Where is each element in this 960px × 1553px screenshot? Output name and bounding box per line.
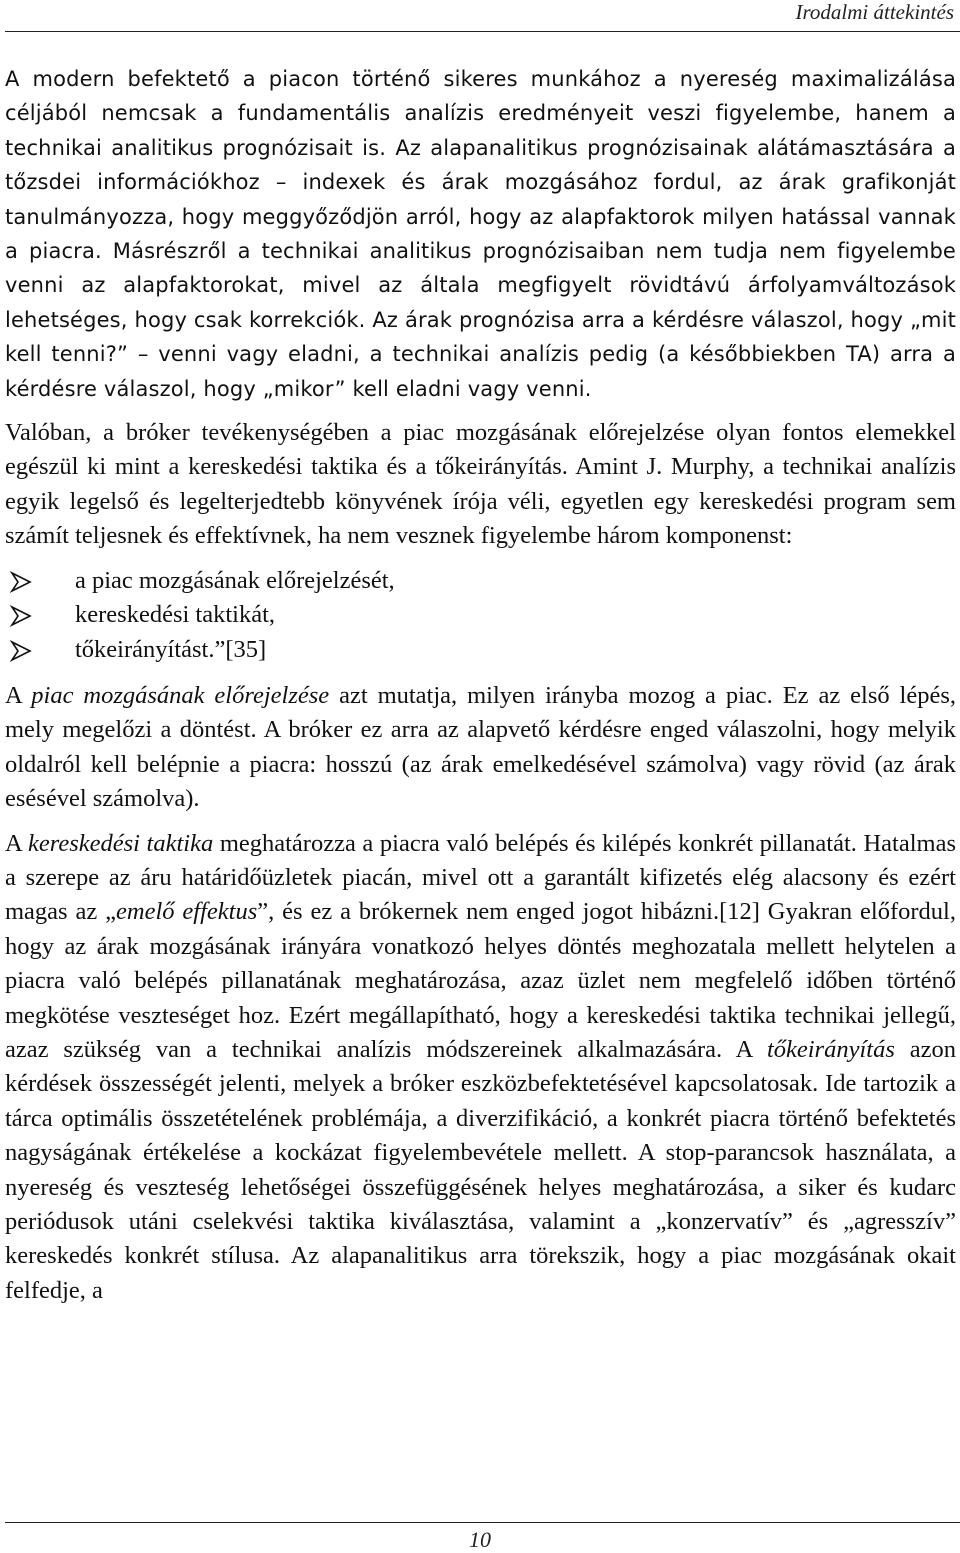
list-item-text: a piac mozgásának előrejelzését, — [75, 566, 395, 594]
header-divider — [5, 31, 960, 32]
paragraph-market-forecast — [5, 679, 956, 817]
running-header-title: Irodalmi áttekintés — [795, 0, 954, 24]
text-run: ”, és ez a brókernek nem enged jogot hibázni.[12] Gyakran előfordul, hogy az árak mozgásának irányára vonatkozó helyes döntés meghozatala mellett helytelen a piacra való belépés pillanatának meghatározása, azaz üzlet nem megfelelő időben történő megkötése veszteséget hoz. Ezért megállapítható, hogy a kereskedési taktika technikai jellegű, azaz szükség van a technikai analízis módszereinek alkalmazására. A — [5, 898, 956, 1063]
text-run: A — [5, 829, 28, 857]
italic-term: tőkeirányítás — [766, 1035, 895, 1063]
paragraph-intro: A modern befektető a piacon történő sikeres munkához a nyereség maximalizálása céljából nemcsak a fundamentális analízis eredményeit veszi figyelembe, hanem a technikai analitikus prognózisait is. Az alapanalitikus prognózisainak alátámasztására a tőzsdei információkhoz – indexek és árak mozgásához fordul, az árak grafikonját tanulmányozza, hogy meggyőződjön arról, hogy az alapfaktorok milyen hatással vannak a piacra. Másrészről a technikai analitikus prognózisaiban nem tudja nem figyelembe venni az alapfaktorokat, mivel az általa megfigyelt rövidtávú árfolyamváltozások lehetséges, hogy csak korrekciók. Az árak prognózisa arra a kérdésre válaszol, hogy „mit kell tenni?” – venni vagy eladni, a technikai analízis pedig (a későbbiekben TA) arra a kérdésre válaszol, hogy „mikor” kell eladni vagy venni. — [5, 67, 956, 401]
arrowhead-bullet-icon — [10, 605, 32, 627]
text-run: azon kérdések összességét jelenti, melyek a bróker eszközbefektetésével kapcsolatosak. Ide tartozik a tárca optimális összetételének problémája, a diverzifikáció, a konkrét piacra történő befektetés nagyságának értékelése a kockázat figyelembevétele mellett. A stop-parancsok használata, a nyereség és veszteség lehetőségei összefüggésének helyes meghatározása, a siker és kudarc periódusok utáni cselekvési taktika kiválasztása, valamint a „konzervatív” és „agresszív” kereskedés konkrét stílusa. Az alapanalitikus arra törekszik, hogy a piac mozgásának okait felfedje, a — [5, 1035, 957, 1304]
page-number: 10 — [469, 1527, 491, 1552]
italic-term: kereskedési taktika — [27, 829, 214, 857]
component-list — [5, 564, 956, 667]
text-run: azt mutatja, milyen irányba mozog a piac. Ez az első lépés, mely megelőzi a döntést. A bróker ez arra az alapvető kérdésre enged válaszolni, hogy melyik oldalról kell belépnie a piacra: hosszú (az árak emelkedésével számolva) vagy rövid (az árak esésével számolva). — [5, 681, 956, 813]
list-item — [5, 633, 956, 667]
paragraph-broker-activity: Valóban, a bróker tevékenységében a piac mozgásának előrejelzése olyan fontos elemekkel egészül ki mint a kereskedési taktika és a tőkeirányítás. Amint J. Murphy, a technikai analízis egyik legelső és legelterjedtebb könyvének írója véli, egyetlen egy kereskedési program sem számít teljesnek és effektívnek, ha nem vesznek figyelembe három komponenst: — [5, 419, 956, 550]
footer-divider — [5, 1522, 960, 1523]
text-run: A — [5, 681, 32, 709]
italic-term: emelő effektus — [116, 898, 258, 926]
list-item — [5, 598, 956, 632]
paragraph-trading-tactics — [5, 827, 956, 1309]
arrowhead-bullet-icon — [10, 571, 32, 593]
body-text — [5, 62, 956, 1318]
arrowhead-bullet-icon — [10, 640, 32, 662]
list-item — [5, 564, 956, 598]
italic-term: piac mozgásának előrejelzése — [31, 681, 330, 709]
list-item-text: kereskedési taktikát, — [75, 601, 276, 629]
text-run: meghatározza a piacra való belépés és kilépés konkrét pillanatát. Hatalmas a szerepe az áru határidőüzletek piacán, mivel ott a garantált kifizetés elég alacsony és ezért magas az „ — [5, 829, 957, 926]
list-item-text: tőkeirányítást.”[35] — [75, 635, 267, 663]
